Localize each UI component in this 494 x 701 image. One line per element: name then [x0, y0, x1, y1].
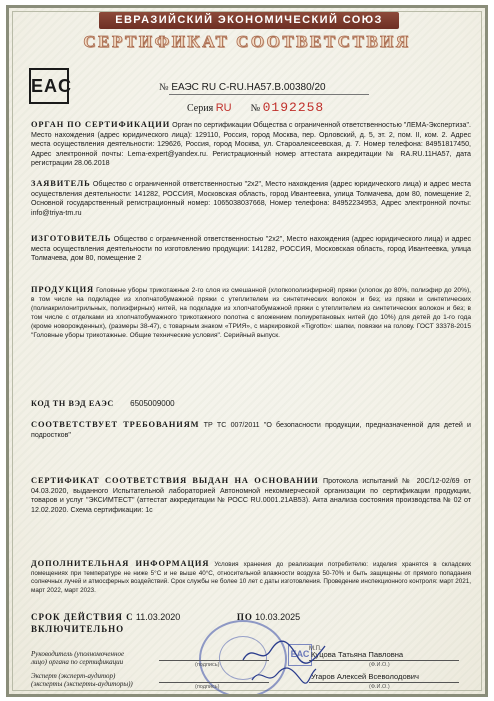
series-label: Серия	[187, 103, 214, 114]
kod-label: КОД ТН ВЭД ЕАЭС	[31, 399, 114, 408]
head-name-hint: (Ф.И.О.)	[369, 662, 390, 668]
head-name: Куцова Татьяна Павловна	[311, 650, 404, 659]
section-organ	[31, 120, 471, 169]
number-prefix: №	[250, 103, 261, 114]
additional-text: Условия хранения до реализации потребителю: изделия хранятся в складских помещениях при температуре не ниже 5°С и не выше 40°С, относительной влажности воздуха 50-70% и быть защищены от прямого попадания солнечных лучей и атмосферных воздействий. Срок службы не более 10 лет с даты изготовления. Проведение инспекционного контроля: март 2021, март 2022, март 2023.	[31, 561, 472, 594]
applicant-text: Общество с ограниченной ответственностью "2х2", Место нахождения (адрес юридического лица) и адрес места осуществления деятельности: 141282, РОССИЯ, Московская область, город Ивантеевка, улица Толмачева, дом 80, помещение 2, Основной государственный регистрационный номер: 1065038037668, Номер телефона: 84952234953, Адрес электронной почты: info@triya-tm.ru	[31, 180, 471, 217]
head-label-line-1: Руководитель (уполномоченное	[31, 650, 125, 658]
expert-label-line-1: Эксперт (эксперт-аудитор)	[31, 672, 116, 680]
section-requirements	[31, 420, 471, 440]
expert-name-hint: (Ф.И.О.)	[369, 684, 390, 690]
certificate-sheet	[6, 5, 488, 697]
series-line	[187, 100, 324, 115]
head-name-line	[309, 660, 459, 661]
section-additional	[31, 560, 471, 595]
reg-prefix: №	[159, 82, 169, 93]
organ-label: ОРГАН ПО СЕРТИФИКАЦИИ	[31, 120, 171, 129]
section-basis	[31, 476, 471, 515]
reg-number-value: ЕАЭС RU С-RU.НА57.В.00380/20	[171, 82, 326, 93]
validity-inclusive: ВКЛЮЧИТЕЛЬНО	[31, 624, 125, 634]
expert-signature-hint: (подпись)	[195, 684, 220, 690]
series-code: RU	[215, 102, 232, 114]
validity-to-label: ПО	[236, 612, 253, 622]
serial-number: 0192258	[262, 100, 325, 115]
manufacturer-label: ИЗГОТОВИТЕЛЬ	[31, 234, 112, 243]
kod-value: 6505009000	[130, 399, 175, 408]
manufacturer-text: Общество с ограниченной ответственностью "2х2", Место нахождения (адрес юридического лица) и адрес места осуществления деятельности по изготовлению продукции: 141282, РОССИЯ, Московская область, город Ивантеевка, улица Толмачева, дом 80, помещение 2	[31, 235, 471, 263]
expert-label-line-2: (эксперты (эксперты-аудиторы))	[31, 680, 133, 688]
stamp-mp-label: М.П.	[309, 646, 322, 652]
validity-from: 11.03.2020	[135, 612, 181, 622]
organ-text: Орган по сертификации Общества с ограниченной ответственностью "ЛЕМА-Экспертиза". Место нахождения (адрес юридического лица): 129110, Россия, город Москва, пер. Орловский, д. 5, эт. 2, пом. II, ком. 2. Адрес места осуществления деятельности: 129626, Россия, город Москва, ул. Староалексеевская, д. 7. Номер телефона: 84951817450, Адрес электронной почты: Lema-expert@yandex.ru. Регистрационный номер аттестата аккредитации № RA.RU.11НА57, дата регистрации 28.06.2018	[31, 121, 471, 168]
handwritten-signature-2	[249, 664, 319, 688]
expert-name-line	[309, 682, 459, 683]
basis-text: Протокола испытаний № 20С/12-02/69 от 04.03.2020, выданного Испытательной лабораторией Автономной некоммерческой организации по сертификации продукции, товаров и услуг "ЭКСИМТЕСТ" (аттестат аккредитации № РОСС RU.0001.21АВ53). Акта анализа состояния производства № 02 от 12.02.2020. Схема сертификации: 1с	[31, 477, 471, 514]
product-text: Головные уборы трикотажные 2-го слоя из смешанной (хлопкополиэфирной) пряжи (хлопок до 80%, полиэфир до 20%), в том числе на подкладке из хлопчатобумажной пряжи с утеплителем из синтетических волокон и без; из пряжи и синтетических (полиакрилонитрильных, полиэфирных) нитей, на подкладке из хлопчатобумажной пряжи с утеплителем из синтетических волокон и без; в том числе с отделками из хлопчатобумажного трикотажного полотна с вложением полиуретановых нитей (до 10%) для детей до 1-го года (кроме новорожденных), (размеры 38-47), с товарным знаком «ТРИЯ», с маркировкой «Tigrotto»: шапки, повязки на голову. ГОСТ 33378-2015 "Головные уборы трикотажные. Общие технические условия". Серийный выпуск.	[31, 287, 471, 340]
validity-from-label: СРОК ДЕЙСТВИЯ С	[31, 612, 134, 622]
stamp-eac-mark: ЕАС	[288, 644, 312, 666]
requirements-label: СООТВЕТСТВУЕТ ТРЕБОВАНИЯМ	[31, 420, 200, 429]
basis-label: СЕРТИФИКАТ СООТВЕТСТВИЯ ВЫДАН НА ОСНОВАНИИ	[31, 476, 319, 485]
reg-underline	[169, 94, 369, 95]
head-label-line-2: лицо) органа по сертификации	[31, 658, 124, 666]
additional-label: ДОПОЛНИТЕЛЬНАЯ ИНФОРМАЦИЯ	[31, 559, 210, 568]
certificate-title: СЕРТИФИКАТ СООТВЕТСТВИЯ	[83, 32, 411, 51]
registration-number	[159, 82, 326, 93]
head-signature-hint: (подпись)	[195, 662, 220, 668]
union-banner: ЕВРАЗИЙСКИЙ ЭКОНОМИЧЕСКИЙ СОЮЗ	[99, 12, 399, 29]
section-applicant	[31, 179, 471, 218]
validity-to: 10.03.2025	[255, 612, 301, 622]
expert-name: Угаров Алексей Всеволодович	[311, 672, 419, 681]
tn-ved-code	[31, 399, 175, 408]
section-product	[31, 285, 471, 341]
applicant-label: ЗАЯВИТЕЛЬ	[31, 179, 91, 188]
eac-logo: EAC	[29, 68, 69, 104]
section-manufacturer	[31, 234, 471, 264]
requirements-text: ТР ТС 007/2011 "О безопасности продукции, предназначенной для детей и подростков"	[31, 421, 472, 439]
product-label: ПРОДУКЦИЯ	[31, 285, 94, 294]
